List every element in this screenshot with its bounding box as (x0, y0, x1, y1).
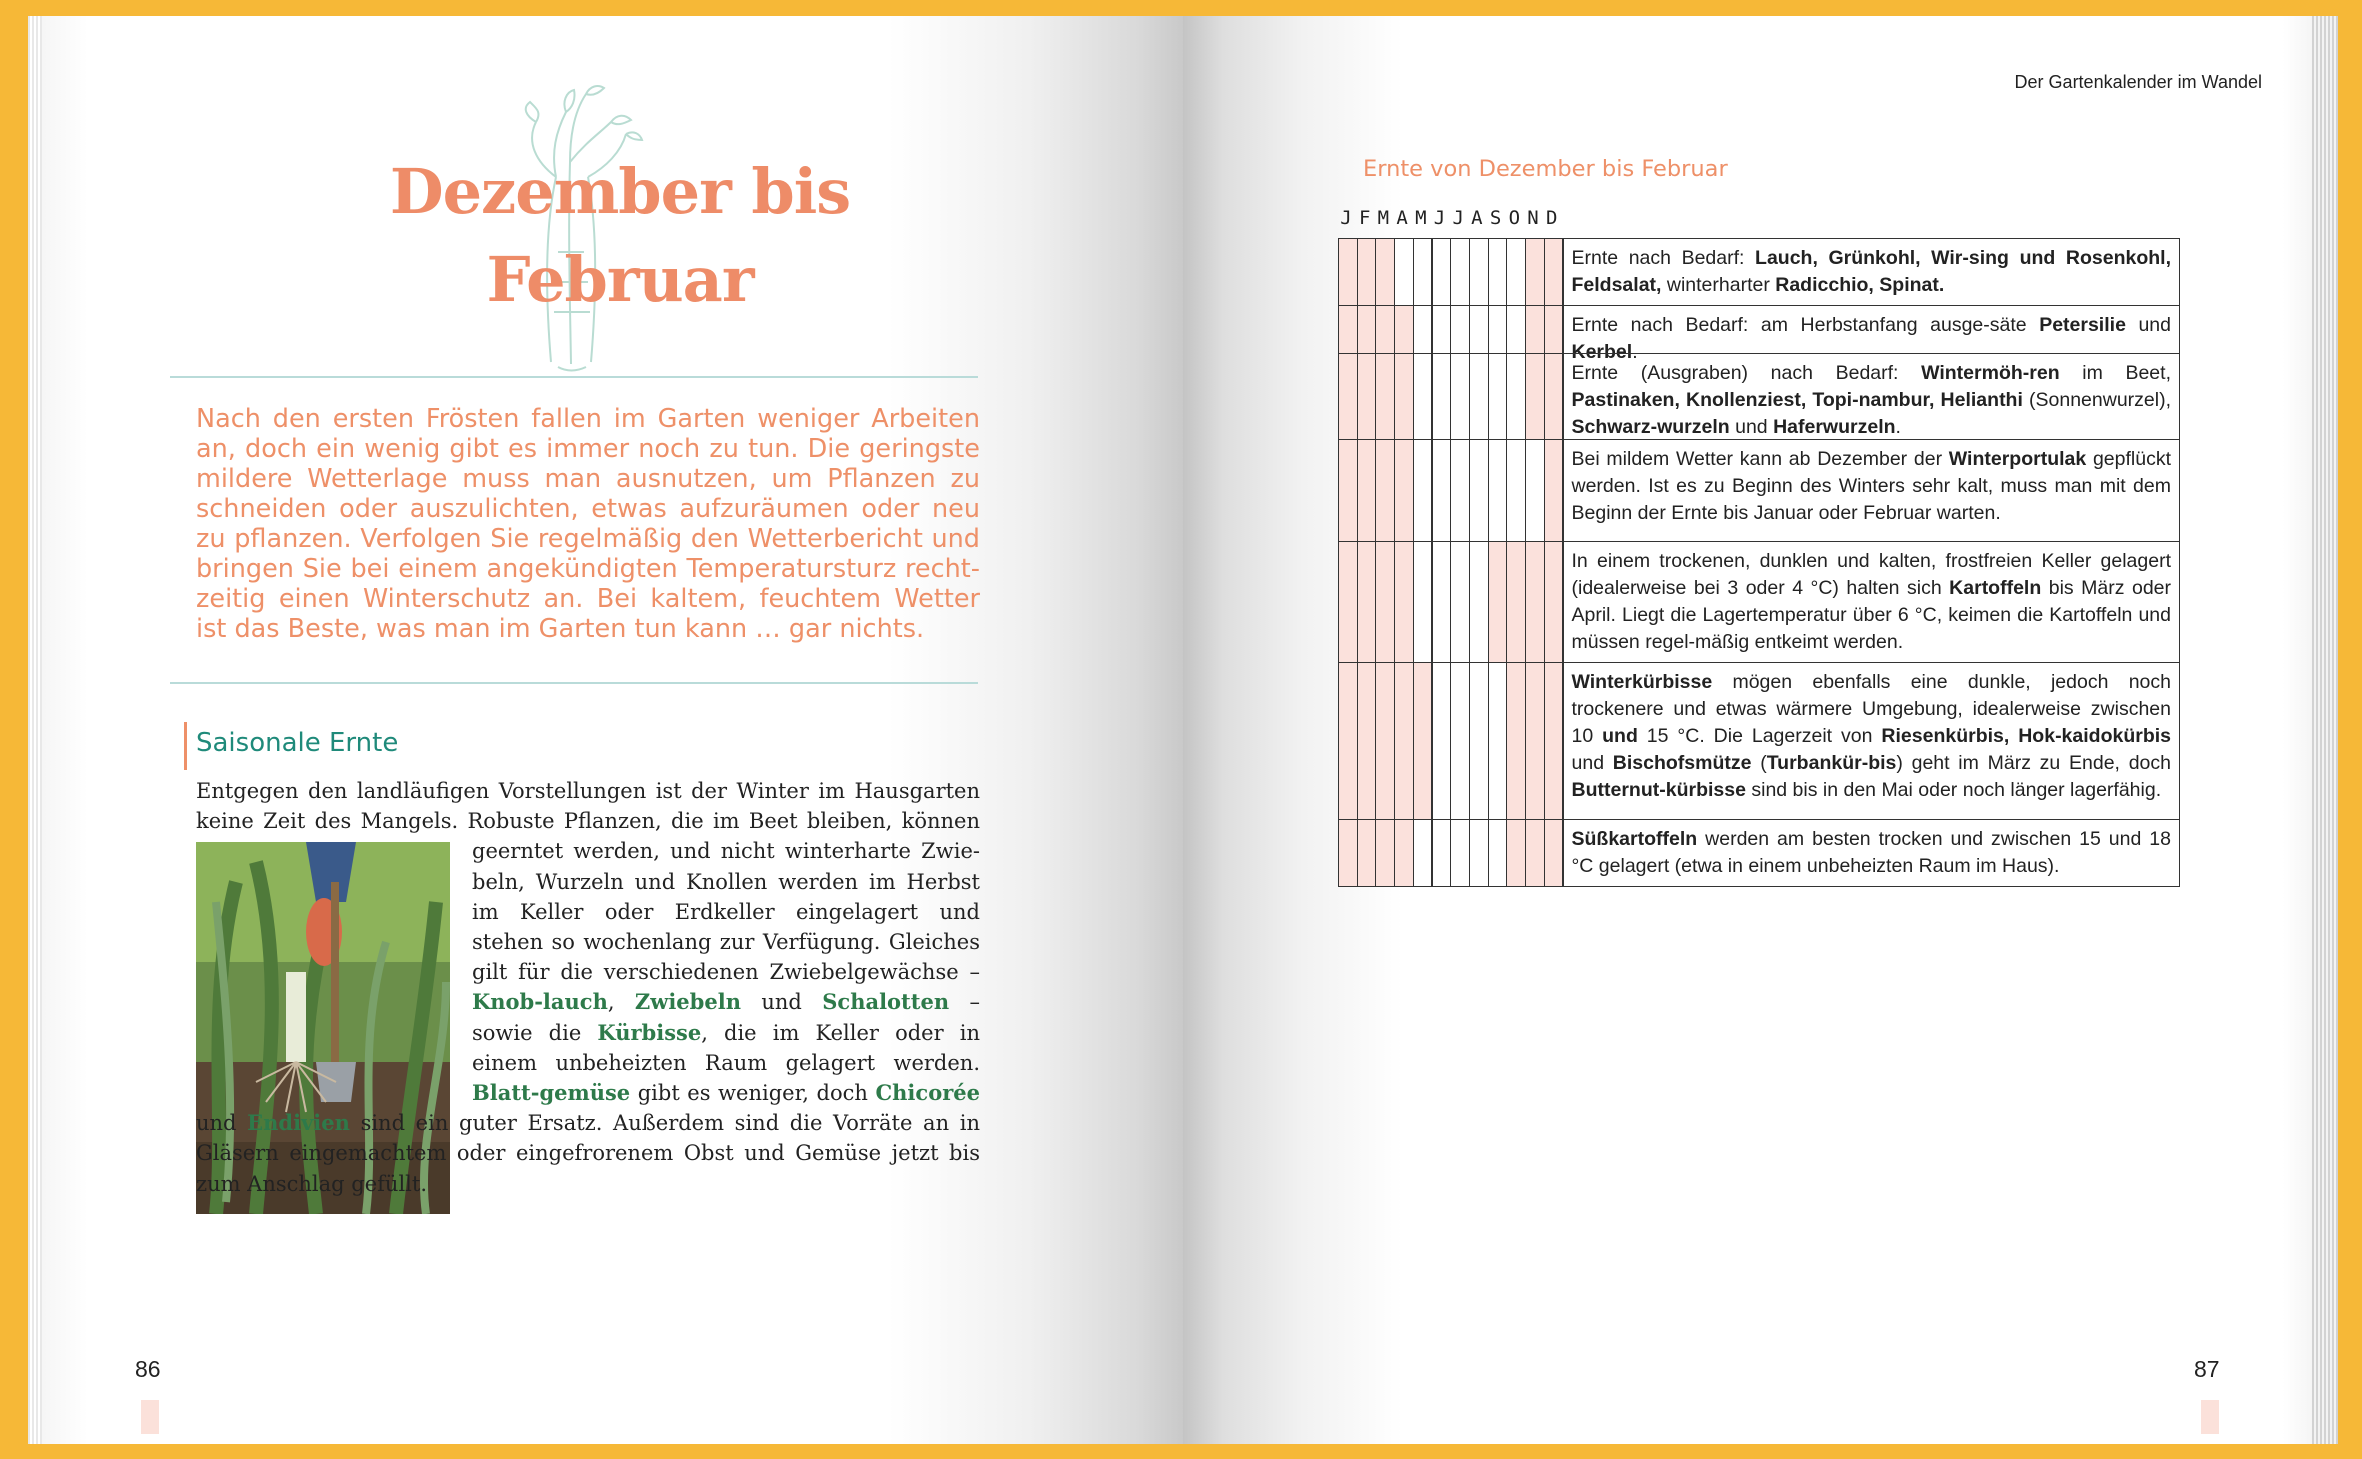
harvest-row-description (1563, 541, 2181, 663)
month-cell (1544, 439, 1564, 542)
month-cell (1375, 238, 1395, 306)
month-cell (1432, 819, 1452, 887)
month-cell (1469, 305, 1489, 354)
crop-name: Haferwurzeln (1773, 416, 1896, 438)
intro-text: Nach den ersten Frösten fallen im Garten weniger Arbeiten an, doch ein wenig gibt es immer noch zu tun. Die geringste mildere Wetterlage muss man ausnutzen, um Pflanzen zu schneiden oder auszulichten, etwas aufzuräumen oder neu zu pflanzen. Verfolgen Sie regelmäßig den Wetterbericht und bringen Sie bei einem angekündigten Temperatursturz recht-zeitig einen Winterschutz an. Bei kaltem, feuchtem Wetter ist das Beste, was man im Garten tun kann … gar nichts. (196, 404, 980, 644)
harvest-row-description (1563, 662, 2181, 820)
row-text-segment: Bei mildem Wetter kann ab Dezember der (1571, 448, 1949, 470)
body-text-segment: gibt es weniger, doch (630, 1081, 876, 1106)
row-text-segment: gepflückt werden. Ist es zu Beginn des Winters sehr kalt, muss man mit dem Beginn der Ernte bis Januar oder Februar warten. (1571, 448, 2171, 524)
crop-name: Schwarz-wurzeln (1571, 416, 1730, 438)
month-cell (1450, 819, 1470, 887)
row-text-segment: bis März oder April. Liegt die Lagertemperatur über 6 °C, keimen die Kartoffeln und müssen regel-mäßig entkeimt werden. (1571, 577, 2171, 653)
month-cell (1394, 305, 1414, 354)
month-cell (1375, 541, 1395, 663)
month-cell (1488, 353, 1508, 440)
month-cell (1413, 541, 1433, 663)
running-head: Der Gartenkalender im Wandel (2014, 72, 2262, 92)
month-cell (1375, 662, 1395, 820)
row-text-segment: und (2125, 314, 2172, 336)
page-tab-right (2201, 1400, 2219, 1434)
body-text-lead (196, 779, 980, 833)
month-cell (1506, 305, 1526, 354)
month-cell (1450, 305, 1470, 354)
row-text-segment: mögen ebenfalls eine dunkle, jedoch noch trockenere und etwas wärmere Umgebung, idealerweise zwischen 10 (1571, 671, 2171, 747)
body-text-segment: geerntet werden, und nicht winterharte Zwie-beln, Wurzeln und Knollen werden im Herbst im Keller oder Erdkeller eingelagert und stehen so wochenlang zur Verfügung. Gleiches gilt für die verschiedenen Zwiebelgewächse – (472, 839, 980, 985)
harvest-row-description (1563, 439, 2181, 542)
month-cell (1375, 305, 1395, 354)
month-cell (1375, 439, 1395, 542)
month-cell (1506, 819, 1526, 887)
body-text-segment: , (607, 990, 635, 1015)
month-cell (1357, 305, 1377, 354)
month-cell (1450, 439, 1470, 542)
month-label: N (1527, 207, 1539, 229)
body-text-segment: sind ein guter Ersatz. Außerdem sind die Vorräte an in Gläsern eingemachtem oder eingefrorenem Obst und Gemüse jetzt bis zum Anschlag gefüllt. (196, 1111, 980, 1196)
month-cell (1357, 238, 1377, 306)
month-label: M (1415, 207, 1427, 229)
month-cell (1488, 238, 1508, 306)
body-text (196, 776, 980, 1199)
month-cell (1357, 541, 1377, 663)
month-cell (1506, 541, 1526, 663)
body-highlight-term: Blatt-gemüse (472, 1080, 631, 1106)
month-label: J (1452, 207, 1464, 229)
harvest-row-description (1563, 305, 2181, 363)
month-cell (1525, 238, 1545, 306)
row-text-segment: Ernte nach Bedarf: am Herbstanfang ausge-säte (1571, 314, 2040, 336)
page-edges-left (28, 16, 42, 1444)
month-cell (1544, 819, 1564, 887)
section-heading: Saisonale Ernte (196, 728, 399, 758)
crop-name: Kerbel (1571, 341, 1633, 363)
crop-name: Butternut-kürbisse (1571, 779, 1746, 801)
month-cell (1413, 662, 1433, 820)
crop-name: Radicchio, Spinat. (1775, 274, 1945, 296)
month-cell (1488, 662, 1508, 820)
month-cell (1469, 439, 1489, 542)
month-cell (1394, 819, 1414, 887)
month-cell (1432, 238, 1452, 306)
row-text-segment: und (1729, 416, 1774, 438)
month-cell (1394, 439, 1414, 542)
body-highlight-term: Knob-lauch (472, 989, 608, 1015)
month-cell (1525, 353, 1545, 440)
body-text-segment: , die im Keller oder in einem unbeheizten Raum gelagert werden. (472, 1020, 981, 1075)
photo-float (196, 842, 450, 1092)
month-label: A (1471, 207, 1483, 229)
month-cell (1450, 238, 1470, 306)
month-cell (1488, 439, 1508, 542)
row-text-segment: In einem trockenen, dunklen und kalten, frostfreien Keller gelagert (idealerweise bei 3 oder 4 °C) halten sich (1571, 550, 2171, 599)
month-cell (1488, 819, 1508, 887)
month-cell (1338, 819, 1358, 887)
month-cell (1432, 662, 1452, 820)
month-cell (1432, 353, 1452, 440)
month-cell (1357, 439, 1377, 542)
row-text-segment: Ernte nach Bedarf: (1571, 247, 1756, 269)
body-text-segment: und (196, 1111, 248, 1136)
month-cell (1338, 439, 1358, 542)
month-cell (1338, 541, 1358, 663)
crop-name: Lauch, Grünkohl, Wir-sing und Rosenkohl, Feldsalat, (1571, 247, 2171, 296)
month-cell (1506, 353, 1526, 440)
month-cell (1357, 353, 1377, 440)
month-cell (1432, 541, 1452, 663)
month-cell (1544, 353, 1564, 440)
month-label: O (1508, 207, 1521, 229)
month-cell (1488, 305, 1508, 354)
month-label: S (1489, 207, 1502, 229)
month-cell (1375, 819, 1395, 887)
month-label: M (1377, 207, 1390, 229)
month-cell (1357, 662, 1377, 820)
month-cell (1432, 305, 1452, 354)
month-cell (1413, 305, 1433, 354)
month-cell (1450, 541, 1470, 663)
harvest-row-description (1563, 238, 2181, 306)
crop-name: und (1602, 725, 1638, 747)
month-label: D (1545, 207, 1558, 229)
crop-name: Petersilie (2039, 314, 2126, 336)
row-text-segment: ( (1751, 752, 1767, 774)
section-heading-bar (184, 722, 187, 770)
row-text-segment: Ernte (Ausgraben) nach Bedarf: (1571, 362, 1922, 384)
crop-name: Süßkartoffeln (1571, 828, 1698, 850)
chapter-title-line1: Dezember bis (389, 155, 851, 228)
crop-name: Turbankür-bis (1766, 752, 1897, 774)
month-cell (1544, 238, 1564, 306)
chart-title: Ernte von Dezember bis Februar (1363, 156, 1728, 182)
row-text-segment: (Sonnenwurzel), (2022, 389, 2171, 411)
crop-name: Kartoffeln (1949, 577, 2042, 599)
month-cell (1394, 353, 1414, 440)
crop-name: Winterportulak (1948, 448, 2087, 470)
row-text-segment: werden am besten trocken und zwischen 15 und 18 °C gelagert (etwa in einem unbeheizten Raum im Haus). (1571, 828, 2171, 877)
month-cell (1469, 541, 1489, 663)
row-text-segment: . (1632, 341, 1638, 363)
month-label: J (1340, 207, 1352, 229)
body-highlight-term: Chicorée (875, 1080, 980, 1106)
month-cell (1544, 541, 1564, 663)
month-label: F (1358, 207, 1371, 229)
crop-name: Riesenkürbis, Hok-kaidokürbis (1881, 725, 2172, 747)
month-cell (1469, 353, 1489, 440)
month-cell (1338, 353, 1358, 440)
month-cell (1394, 238, 1414, 306)
body-highlight-term: Zwiebeln (634, 989, 741, 1015)
crop-name: Wintermöh-ren (1921, 362, 2060, 384)
month-cell (1413, 439, 1433, 542)
chapter-title-line2: Februar (486, 243, 754, 316)
page-number-right: 87 (2194, 1356, 2220, 1382)
body-highlight-term: Kürbisse (597, 1019, 702, 1045)
chapter-title (300, 148, 940, 324)
month-cell (1488, 541, 1508, 663)
row-text-segment: . (1895, 416, 1901, 438)
month-cell (1469, 819, 1489, 887)
month-cell (1394, 541, 1414, 663)
month-cell (1506, 662, 1526, 820)
month-cell (1544, 662, 1564, 820)
month-cell (1469, 662, 1489, 820)
month-cell (1450, 662, 1470, 820)
month-cell (1338, 305, 1358, 354)
row-text-segment: sind bis in den Mai oder noch länger lagerfähig. (1745, 779, 2162, 801)
crop-name: Winterkürbisse (1571, 671, 1713, 693)
body-text-segment: und (740, 990, 823, 1015)
crop-name: Pastinaken, Knollenziest, Topi-nambur, Helianthi (1571, 389, 2023, 411)
row-text-segment: ) geht im März zu Ende, doch (1896, 752, 2171, 774)
month-cell (1432, 439, 1452, 542)
month-cell (1413, 353, 1433, 440)
month-cell (1469, 238, 1489, 306)
month-cell (1450, 353, 1470, 440)
month-cell (1394, 662, 1414, 820)
body-text-segment: Entgegen den landläufigen Vorstellungen ist der Winter im Hausgarten keine Zeit des Mangels. Robuste Pflanzen, die im Beet bleiben, können (196, 779, 980, 834)
month-cell (1525, 662, 1545, 820)
row-text-segment: und (1571, 752, 1613, 774)
month-cell (1413, 238, 1433, 306)
harvest-calendar-table (1338, 222, 2180, 1222)
month-cell (1525, 541, 1545, 663)
page-tab-left (141, 1400, 159, 1434)
crop-name: Bischofsmütze (1612, 752, 1752, 774)
row-text-segment: 15 °C. Die Lagerzeit von (1637, 725, 1882, 747)
month-cell (1413, 819, 1433, 887)
month-cell (1525, 819, 1545, 887)
row-text-segment: winterharter (1661, 274, 1776, 296)
month-cell (1506, 439, 1526, 542)
page-number-left: 86 (135, 1356, 161, 1382)
month-cell (1338, 238, 1358, 306)
month-cell (1357, 819, 1377, 887)
page-edges-right (2312, 16, 2338, 1444)
body-highlight-term: Endivien (247, 1110, 350, 1136)
body-text-segment: – sowie die (472, 990, 980, 1045)
month-cell (1375, 353, 1395, 440)
harvest-row-description (1563, 353, 2181, 440)
harvest-row-description (1563, 819, 2181, 887)
month-cell (1506, 238, 1526, 306)
month-label: A (1396, 207, 1408, 229)
body-highlight-term: Schalotten (822, 989, 950, 1015)
month-cell (1525, 305, 1545, 354)
month-cell (1544, 305, 1564, 354)
month-label: J (1433, 207, 1446, 229)
month-cell (1525, 439, 1545, 542)
month-cell (1338, 662, 1358, 820)
row-text-segment: im Beet, (2059, 362, 2171, 384)
